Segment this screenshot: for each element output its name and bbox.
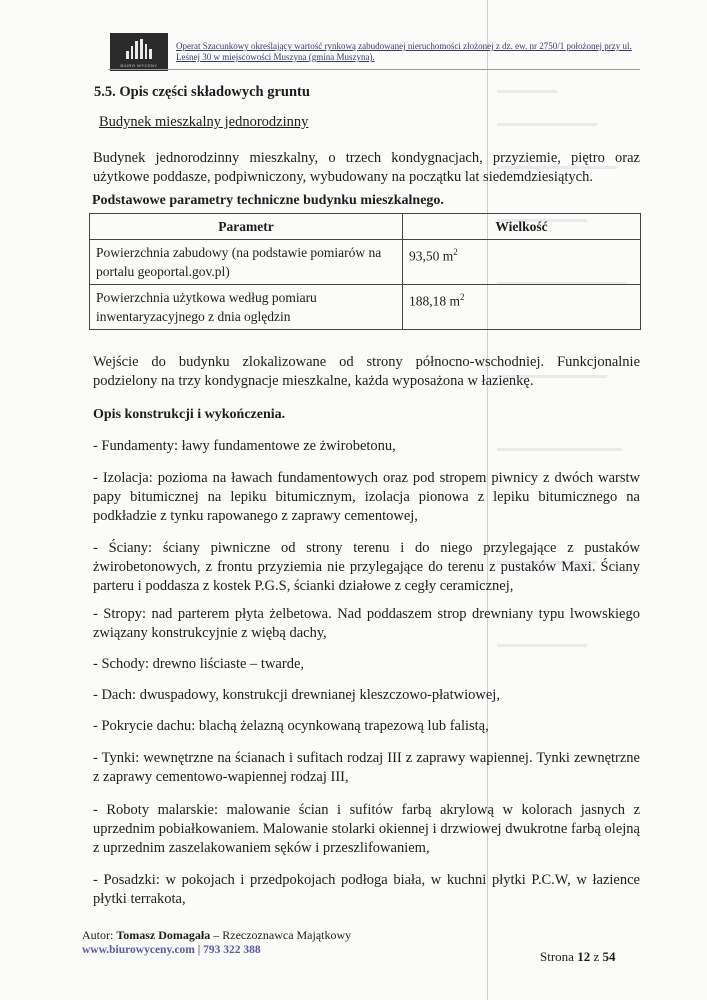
table-header-param: Parametr (90, 214, 403, 240)
list-item: - Dach: dwuspadowy, konstrukcji drewnianej kleszczowo-płatwiowej, (93, 687, 500, 703)
author-name: Tomasz Domagała (116, 928, 211, 942)
construction-title: Opis konstrukcji i wykończenia. (93, 407, 286, 422)
footer-author (82, 928, 351, 943)
table-row (90, 285, 641, 330)
intro-paragraph: Budynek jednorodzinny mieszkalny, o trzech kondygnacjach, przyziemie, piętro oraz użytkowe poddasze, podpiwniczony, wybudowany na początku lat siedemdziesiątych. (93, 150, 640, 185)
logo-bars-icon (126, 39, 152, 59)
list-item: - Izolacja: pozioma na ławach fundamentowych oraz pod stropem piwnicy z dwóch warstw papy bitumicznej na lepiku bitumicznym, izolacja pionowa z lepiku bitumicznego na podkładzie z tynku rapowanego z zaprawy cementowej, (93, 470, 640, 524)
page-number: Strona 12 z 54 (540, 949, 616, 964)
footer-website: www.biurowyceny.com | 793 322 388 (82, 944, 261, 956)
subsection-title: Budynek mieszkalny jednorodzinny (99, 114, 309, 130)
table-cell-value: 188,18 $m^2$ (403, 285, 641, 330)
table-cell-param: Powierzchnia zabudowy (na podstawie pomiarów na portalu geoportal.gov.pl) (90, 240, 403, 285)
list-item: - Ściany: ściany piwniczne od strony terenu i do niego przylegające z pustaków żwirobetonowych, z frontu przyziemia nie przylegające do terenu z pustaków Maxi. Ściany parteru i poddasza z kostek P.G.S, ścianki działowe z cegły ceramicznej, (93, 540, 640, 594)
table-row (90, 240, 641, 285)
entrance-paragraph: Wejście do budynku zlokalizowane od strony północno-wschodniej. Funkcjonalnie podzielony na trzy kondygnacje mieszkalne, każda wyposażona w łazienkę. (93, 354, 640, 389)
parameters-table (89, 213, 641, 330)
table-header-value: Wielkość (403, 214, 641, 240)
list-item: - Fundamenty: ławy fundamentowe ze żwirobetonu, (93, 438, 396, 454)
list-item: - Posadzki: w pokojach i przedpokojach podłoga biała, w kuchni płytki P.C.W, w łazience płytki terrakota, (93, 872, 640, 907)
author-label: Autor: (82, 928, 114, 942)
list-item: - Stropy: nad parterem płyta żelbetowa. Nad poddaszem strop drewniany typu lwowskiego związany konstrukcyjnie z więbą dachy, (93, 606, 640, 641)
list-item: - Schody: drewno liściaste – twarde, (93, 656, 305, 672)
section-title: 5.5. Opis części składowych gruntu (94, 84, 310, 100)
table-header-row (90, 214, 641, 240)
header-document-title: Operat Szacunkowy określający wartość rynkową zabudowanej nieruchomości złożonej z dz. ew. nr 2750/1 położonej przy ul. Leśnej 30 w miejscowości Muszyna (gmina Muszyna). (176, 41, 632, 62)
header-divider (108, 69, 640, 70)
list-item: - Pokrycie dachu: blachą żelazną ocynkowaną trapezową lub falistą, (93, 718, 489, 734)
company-logo (110, 33, 168, 71)
author-role: – Rzeczoznawca Majątkowy (213, 928, 352, 942)
table-cell-param: Powierzchnia użytkowa według pomiaru inwentaryzacyjnego z dnia oględzin (90, 285, 403, 330)
table-caption: Podstawowe parametry techniczne budynku mieszkalnego. (92, 193, 444, 208)
list-item: - Roboty malarskie: malowanie ścian i sufitów farbą akrylową w kolorach jasnych z uprzednim pobiałkowaniem. Malowanie stolarki okiennej i drzwiowej dwukrotne farbą olejną z uprzednim zaszelakowaniem sęków i przeszlifowaniem, (93, 802, 640, 856)
table-cell-value: 93,50 $m^2$ (403, 240, 641, 285)
logo-caption: BIURO WYCENY (120, 63, 158, 68)
list-item: - Tynki: wewnętrzne na ścianach i sufitach rodzaj III z zaprawy wapiennej. Tynki zewnętrzne z zaprawy cementowo-wapiennej rodzaj III, (93, 750, 640, 785)
